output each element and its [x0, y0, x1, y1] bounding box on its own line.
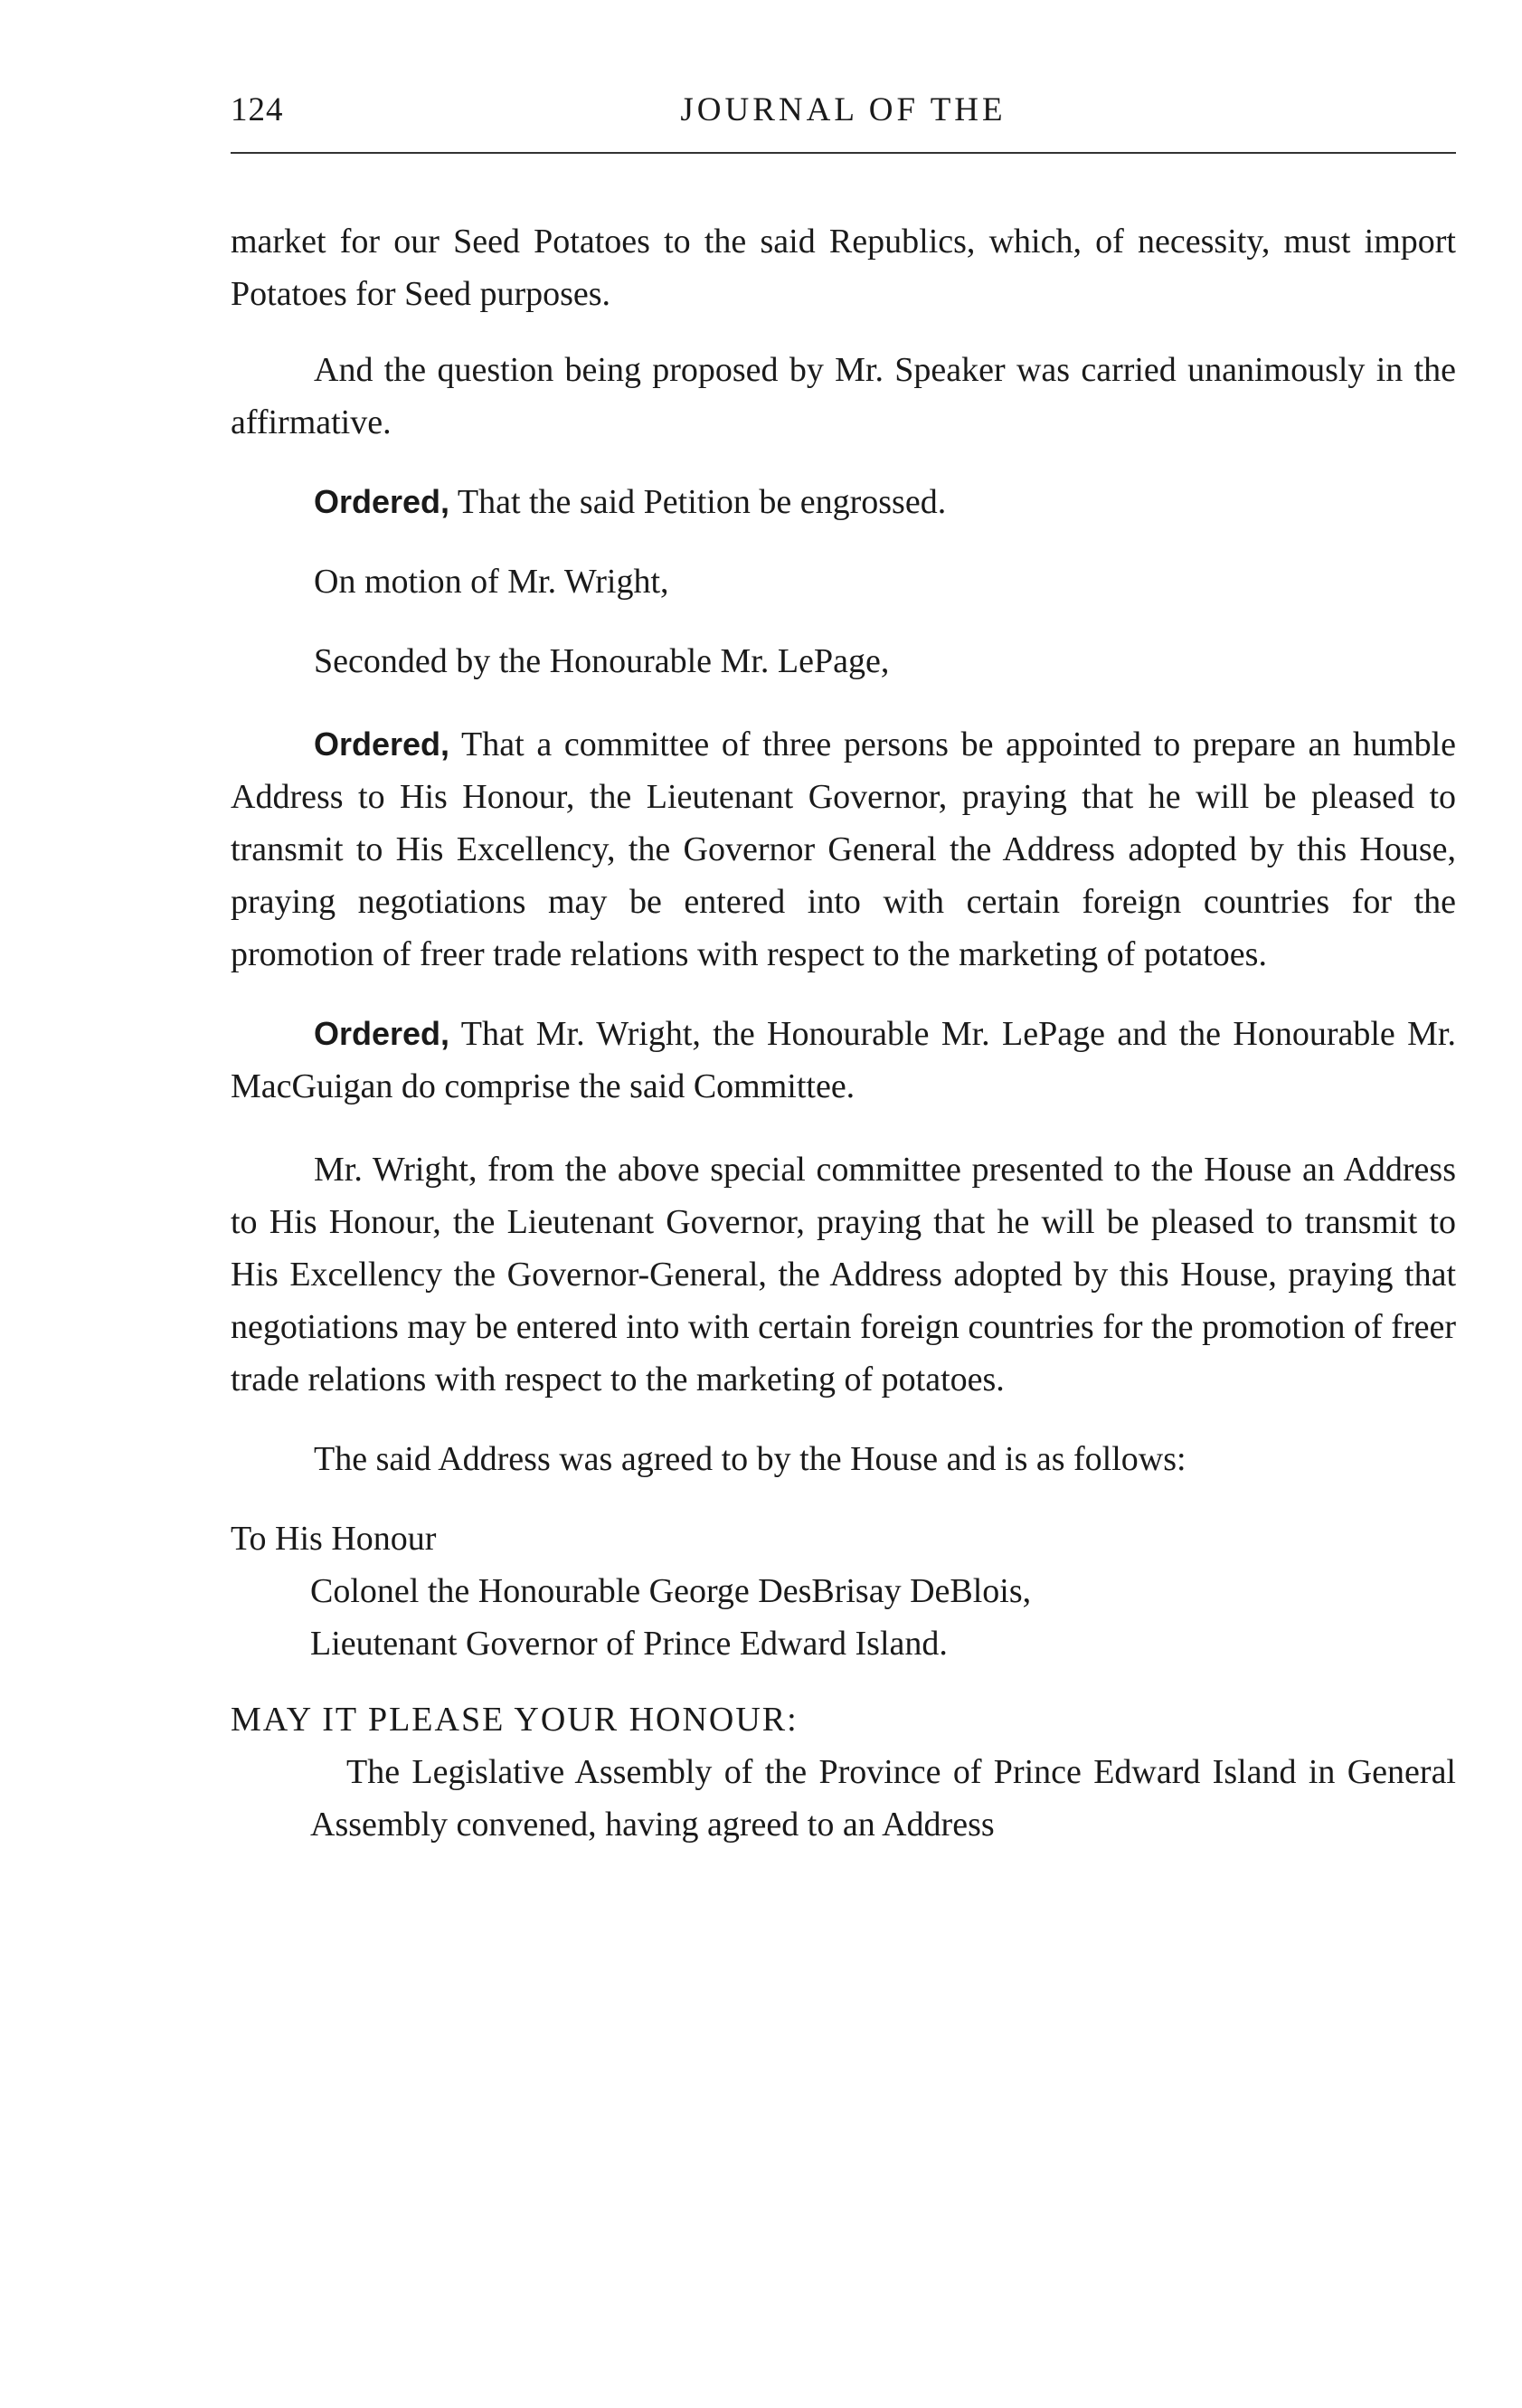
- ordered-text: That Mr. Wright, the Honourable Mr. LePage and the Honourable Mr. MacGuigan do comprise the said Committee.: [231, 1015, 1456, 1105]
- page-number: 124: [231, 91, 284, 128]
- page-header: [231, 90, 1456, 154]
- paragraph-ordered-committee: [231, 718, 1456, 981]
- address-name-line: Colonel the Honourable George DesBrisay DeBlois,: [310, 1572, 1032, 1610]
- ordered-text: That a committee of three persons be appointed to prepare an humble Address to His Honour, the Lieutenant Governor, praying that he will be pleased to transmit to His Excellency, the Governor General the Address adopted by this House, praying negotiations may be entered into with certain foreign countries for the promotion of freer trade relations with respect to the marketing of potatoes.: [231, 725, 1456, 973]
- address-block: [231, 1512, 1456, 1670]
- paragraph-ordered-engrossed: [231, 476, 1456, 528]
- running-head: JOURNAL OF THE: [680, 91, 1007, 128]
- address-salutation: MAY IT PLEASE YOUR HONOUR:: [231, 1701, 799, 1739]
- ordered-text: That the said Petition be engrossed.: [449, 483, 947, 521]
- page-body: [231, 215, 1456, 1851]
- address-body-text: The Legislative Assembly of the Province of Prince Edward Island in General Assembly convened, having agreed to an Address: [310, 1753, 1456, 1844]
- paragraph-question-carried: And the question being proposed by Mr. Speaker was carried unanimously in the affirmative.: [231, 351, 1456, 441]
- paragraph-ordered-members: [231, 1008, 1456, 1113]
- ordered-lead: Ordered,: [314, 1015, 450, 1052]
- ordered-lead: Ordered,: [314, 725, 450, 763]
- header-rule: [231, 152, 1456, 154]
- paragraph-continuation: market for our Seed Potatoes to the said Republics, which, of necessity, must import Potatoes for Seed purposes.: [231, 223, 1456, 313]
- paragraph-address-agreed: The said Address was agreed to by the House and is as follows:: [314, 1440, 1186, 1478]
- paragraph-motion: On motion of Mr. Wright,: [314, 563, 669, 601]
- ordered-lead: Ordered,: [314, 483, 450, 520]
- address-to-line: To His Honour: [231, 1520, 437, 1558]
- address-title-line: Lieutenant Governor of Prince Edward Island.: [310, 1625, 948, 1663]
- address-body: [231, 1746, 1456, 1851]
- paragraph-seconded: Seconded by the Honourable Mr. LePage,: [314, 642, 890, 680]
- paragraph-committee-report: Mr. Wright, from the above special committee presented to the House an Address to His Honour, the Lieutenant Governor, praying that he will be pleased to transmit to His Excellency the Governor-General, the Address adopted by this House, praying that negotiations may be entered into with certain foreign countries for the promotion of freer trade relations with respect to the marketing of potatoes.: [231, 1151, 1456, 1398]
